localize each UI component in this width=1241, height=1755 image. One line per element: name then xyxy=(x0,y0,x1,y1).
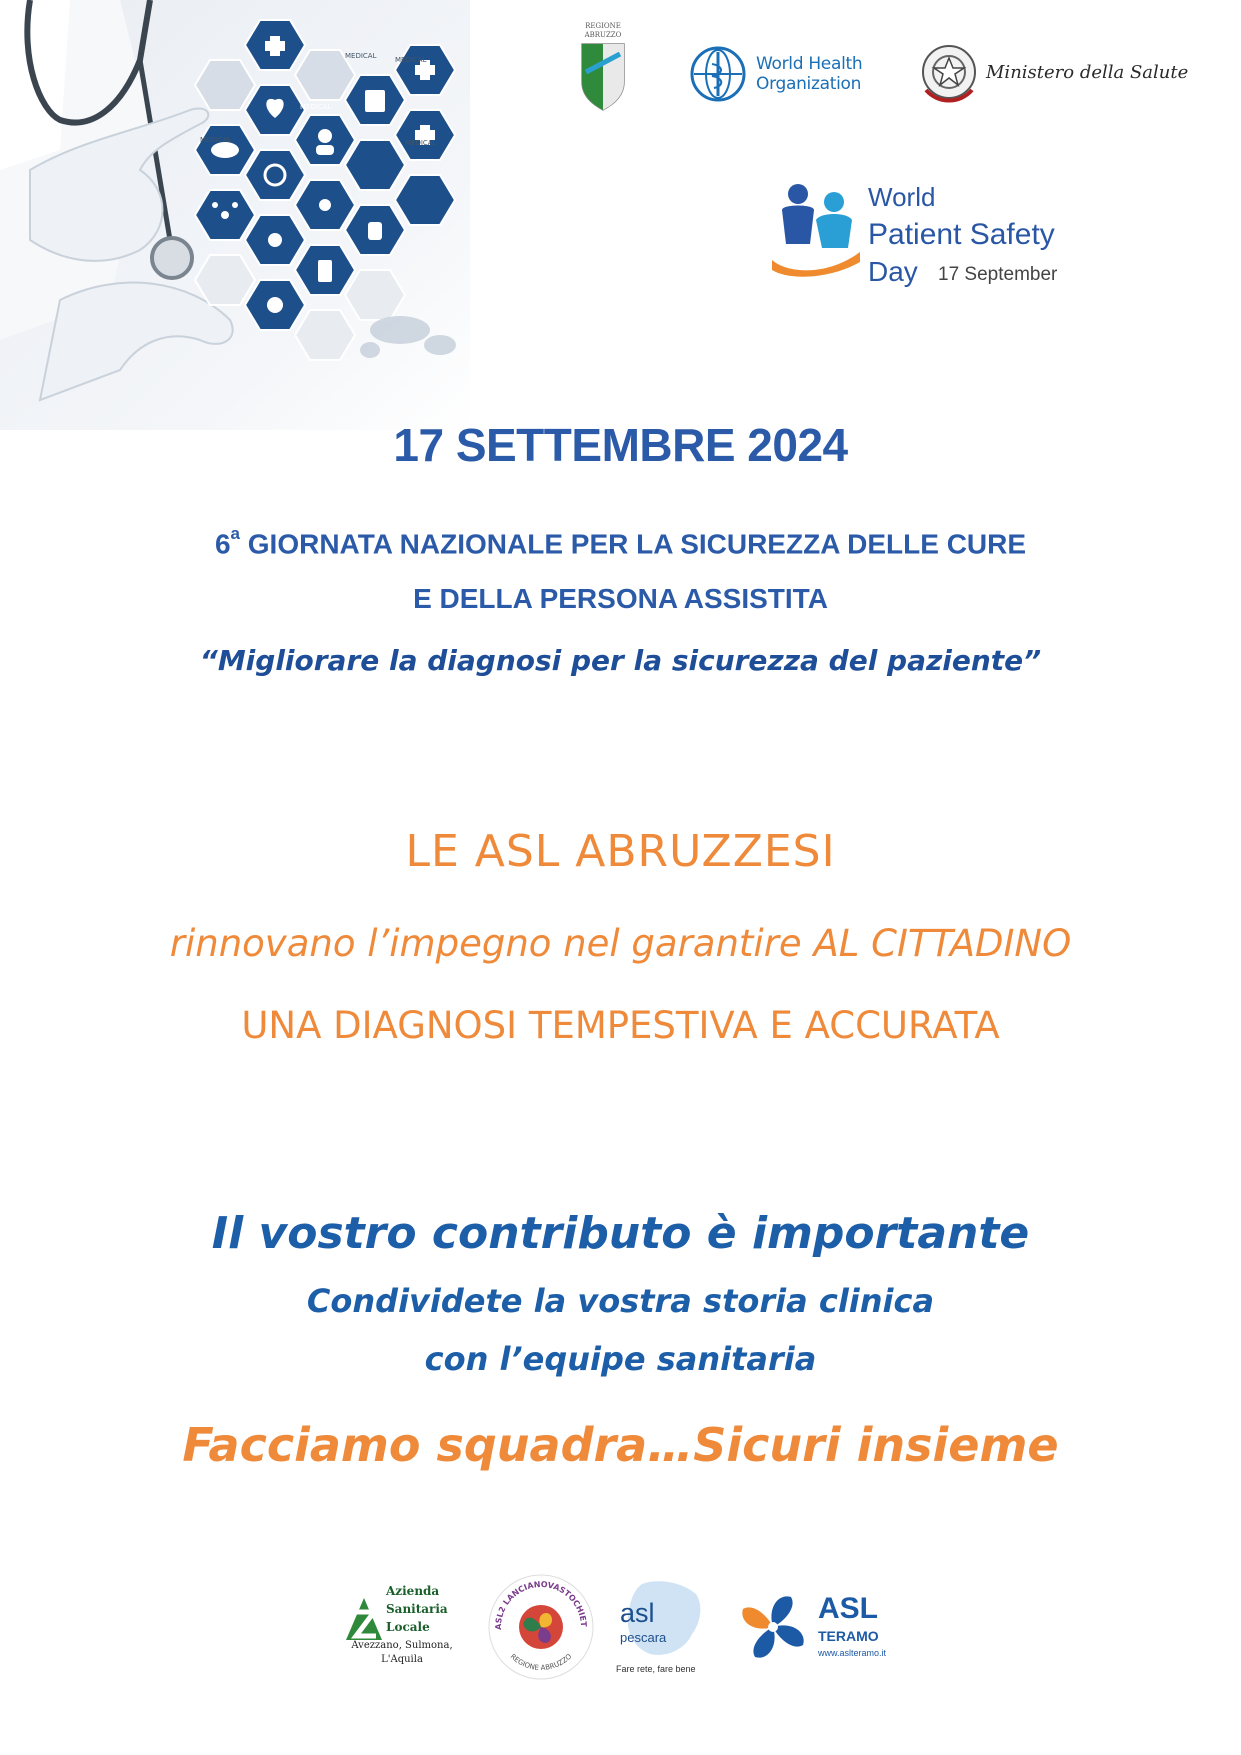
commitment-line2: rinnovano l’impegno nel garantire AL CITTADINO xyxy=(169,922,1072,965)
edition-suffix: a xyxy=(230,524,240,543)
wpsd-date: 17 September xyxy=(938,264,1058,285)
wpsd-line2: Patient Safety xyxy=(868,218,1055,251)
hex-label: MEDICAL xyxy=(200,136,232,144)
who-name-line2: Organization xyxy=(756,74,862,94)
hex-label: MEDICAL xyxy=(395,56,427,64)
asl-pescara-logo xyxy=(612,1578,712,1678)
wpsd-line1: World xyxy=(868,182,936,212)
hex-label: MEDICAL xyxy=(300,103,332,111)
appeal-line3: con l’equipe sanitaria xyxy=(424,1340,817,1378)
wpsd-line3: Day xyxy=(868,256,918,287)
avezzano-line3: Locale xyxy=(386,1620,430,1634)
event-title-line2: E DELLA PERSONA ASSISTITA xyxy=(413,583,828,614)
pescara-line1: asl xyxy=(620,1598,655,1628)
appeal-line2: Condividete la vostra storia clinica xyxy=(306,1282,935,1320)
pescara-tagline: Fare rete, fare bene xyxy=(616,1664,696,1674)
asl-avezzano-emblem-icon xyxy=(344,1592,384,1642)
edition-number: 6 xyxy=(214,528,231,560)
italian-emblem-icon xyxy=(918,40,980,110)
commitment-heading: LE ASL ABRUZZESI xyxy=(405,826,836,877)
hero-medical-illustration xyxy=(0,0,470,430)
regione-abruzzo-caption: ABRUZZO xyxy=(584,31,622,39)
asl-avezzano-logo xyxy=(342,1582,462,1674)
patient-safety-people-icon xyxy=(768,180,864,280)
who-logo xyxy=(688,44,888,104)
regione-abruzzo-logo xyxy=(578,22,628,114)
asl-teramo-logo xyxy=(734,1588,894,1672)
teramo-url: www.aslteramo.it xyxy=(818,1648,887,1658)
lanciano-ring-bottom: REGIONE ABRUZZO xyxy=(508,1652,574,1673)
commitment-line3: UNA DIAGNOSI TEMPESTIVA E ACCURATA xyxy=(241,1004,1000,1047)
ministero-salute-logo xyxy=(918,40,1198,110)
who-emblem-icon xyxy=(688,44,748,104)
world-patient-safety-day-logo xyxy=(768,180,1098,290)
ministero-name: Ministero della Salute xyxy=(986,62,1189,83)
hex-label: MEDICAL xyxy=(345,52,377,60)
event-title-line1 xyxy=(0,524,1241,560)
asl-teramo-propeller-icon xyxy=(734,1588,812,1666)
event-title-text: GIORNATA NAZIONALE PER LA SICUREZZA DELLE CURE xyxy=(247,528,1027,560)
asl2-lanciano-vasto-chieti-logo xyxy=(486,1572,596,1682)
pescara-line2: pescara xyxy=(620,1630,667,1645)
regione-abruzzo-caption: REGIONE xyxy=(585,22,621,30)
asl2-triskelion-icon xyxy=(486,1572,596,1682)
regione-abruzzo-crest-icon xyxy=(580,42,626,112)
appeal-heading: Il vostro contributo è importante xyxy=(211,1208,1030,1259)
slogan: Facciamo squadra…Sicuri insieme xyxy=(182,1418,1059,1472)
avezzano-line4: Avezzano, Sulmona, xyxy=(351,1640,453,1651)
hex-label: MEDICAL xyxy=(405,139,437,147)
teramo-line1: ASL xyxy=(818,1592,878,1625)
avezzano-line5: L'Aquila xyxy=(381,1654,423,1665)
avezzano-line1: Azienda xyxy=(386,1584,440,1598)
who-name-line1: World Health xyxy=(756,54,863,74)
teramo-line2: TERAMO xyxy=(818,1628,879,1644)
lanciano-ring-top: ASL2 LANCIANOVASTOCHIET xyxy=(493,1579,589,1630)
event-date: 17 SETTEMBRE 2024 xyxy=(393,419,848,471)
avezzano-line2: Sanitaria xyxy=(386,1602,448,1616)
event-motto: “Migliorare la diagnosi per la sicurezza del paziente” xyxy=(199,644,1042,677)
